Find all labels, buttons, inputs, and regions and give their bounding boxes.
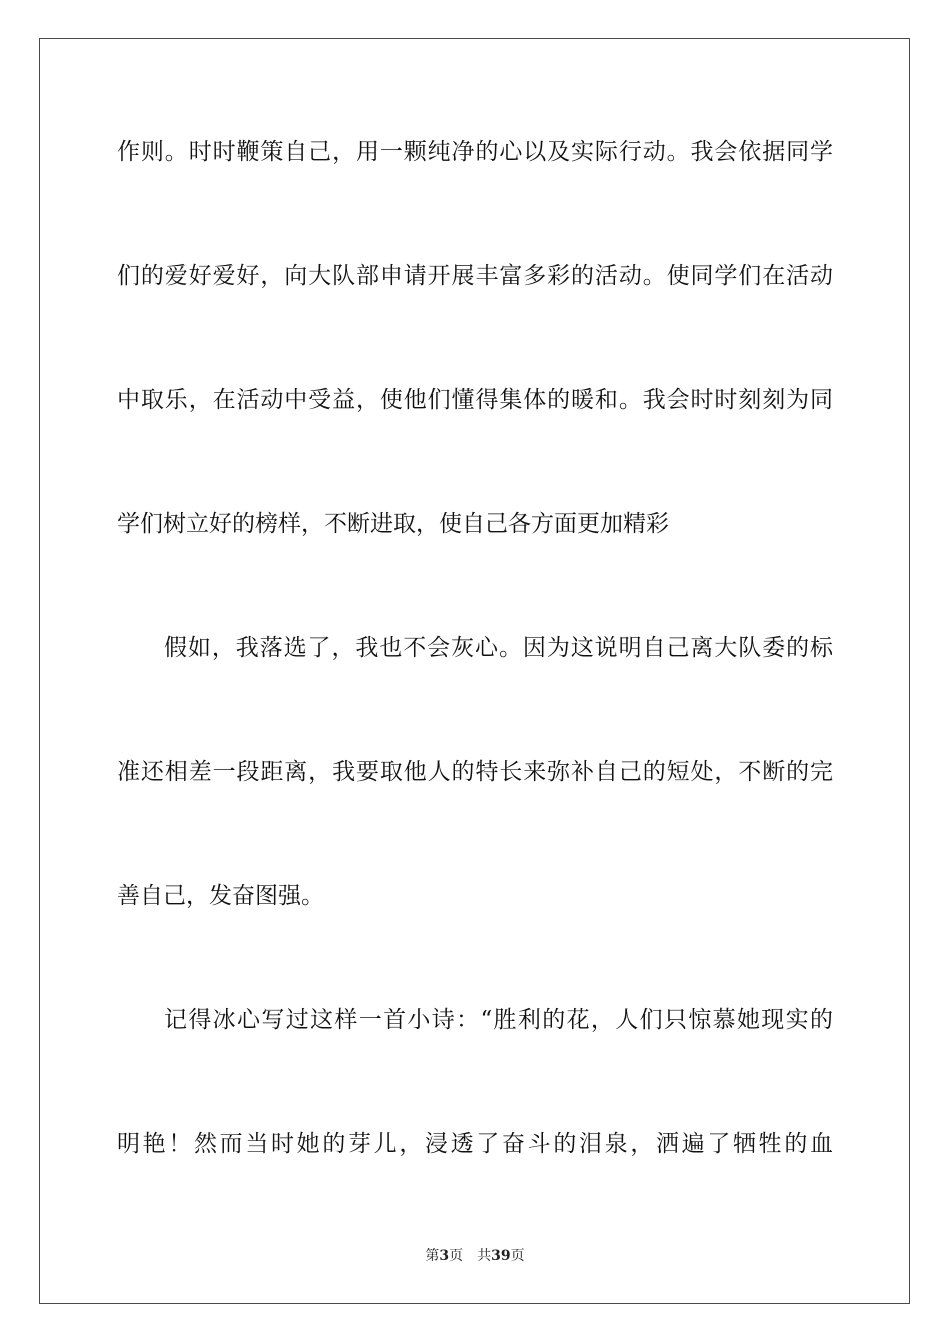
- text-line: 中取乐，在活动中受益，使他们懂得集体的暖和。我会时时刻刻为同: [117, 387, 833, 413]
- page-number: 3: [439, 1248, 450, 1264]
- page-suffix: 页: [449, 1248, 464, 1264]
- total-pages: 39: [491, 1248, 511, 1264]
- text-line: 明艳！然而当时她的芽儿，浸透了奋斗的泪泉，洒遍了牺牲的血: [117, 1131, 833, 1157]
- paragraph-first-line: 记得冰心写过这样一首小诗：“胜利的花，人们只惊慕她现实的: [164, 1007, 833, 1033]
- text-line: 学们树立好的榜样，不断进取，使自己各方面更加精彩: [117, 511, 669, 537]
- text-line: 善自己，发奋图强。: [117, 883, 324, 909]
- text-line: 准还相差一段距离，我要取他人的特长来弥补自己的短处，不断的完: [117, 759, 833, 785]
- text-line: 作则。时时鞭策自己，用一颗纯净的心以及实际行动。我会依据同学: [117, 139, 833, 165]
- text-line: 们的爱好爱好，向大队部申请开展丰富多彩的活动。使同学们在活动: [117, 263, 833, 289]
- paragraph-first-line: 假如，我落选了，我也不会灰心。因为这说明自己离大队委的标: [164, 635, 833, 661]
- page-prefix: 第: [425, 1248, 440, 1264]
- page-border: [39, 38, 910, 1304]
- total-suffix: 页: [510, 1248, 525, 1264]
- page-footer: [0, 1245, 950, 1265]
- total-prefix: 共: [477, 1248, 492, 1264]
